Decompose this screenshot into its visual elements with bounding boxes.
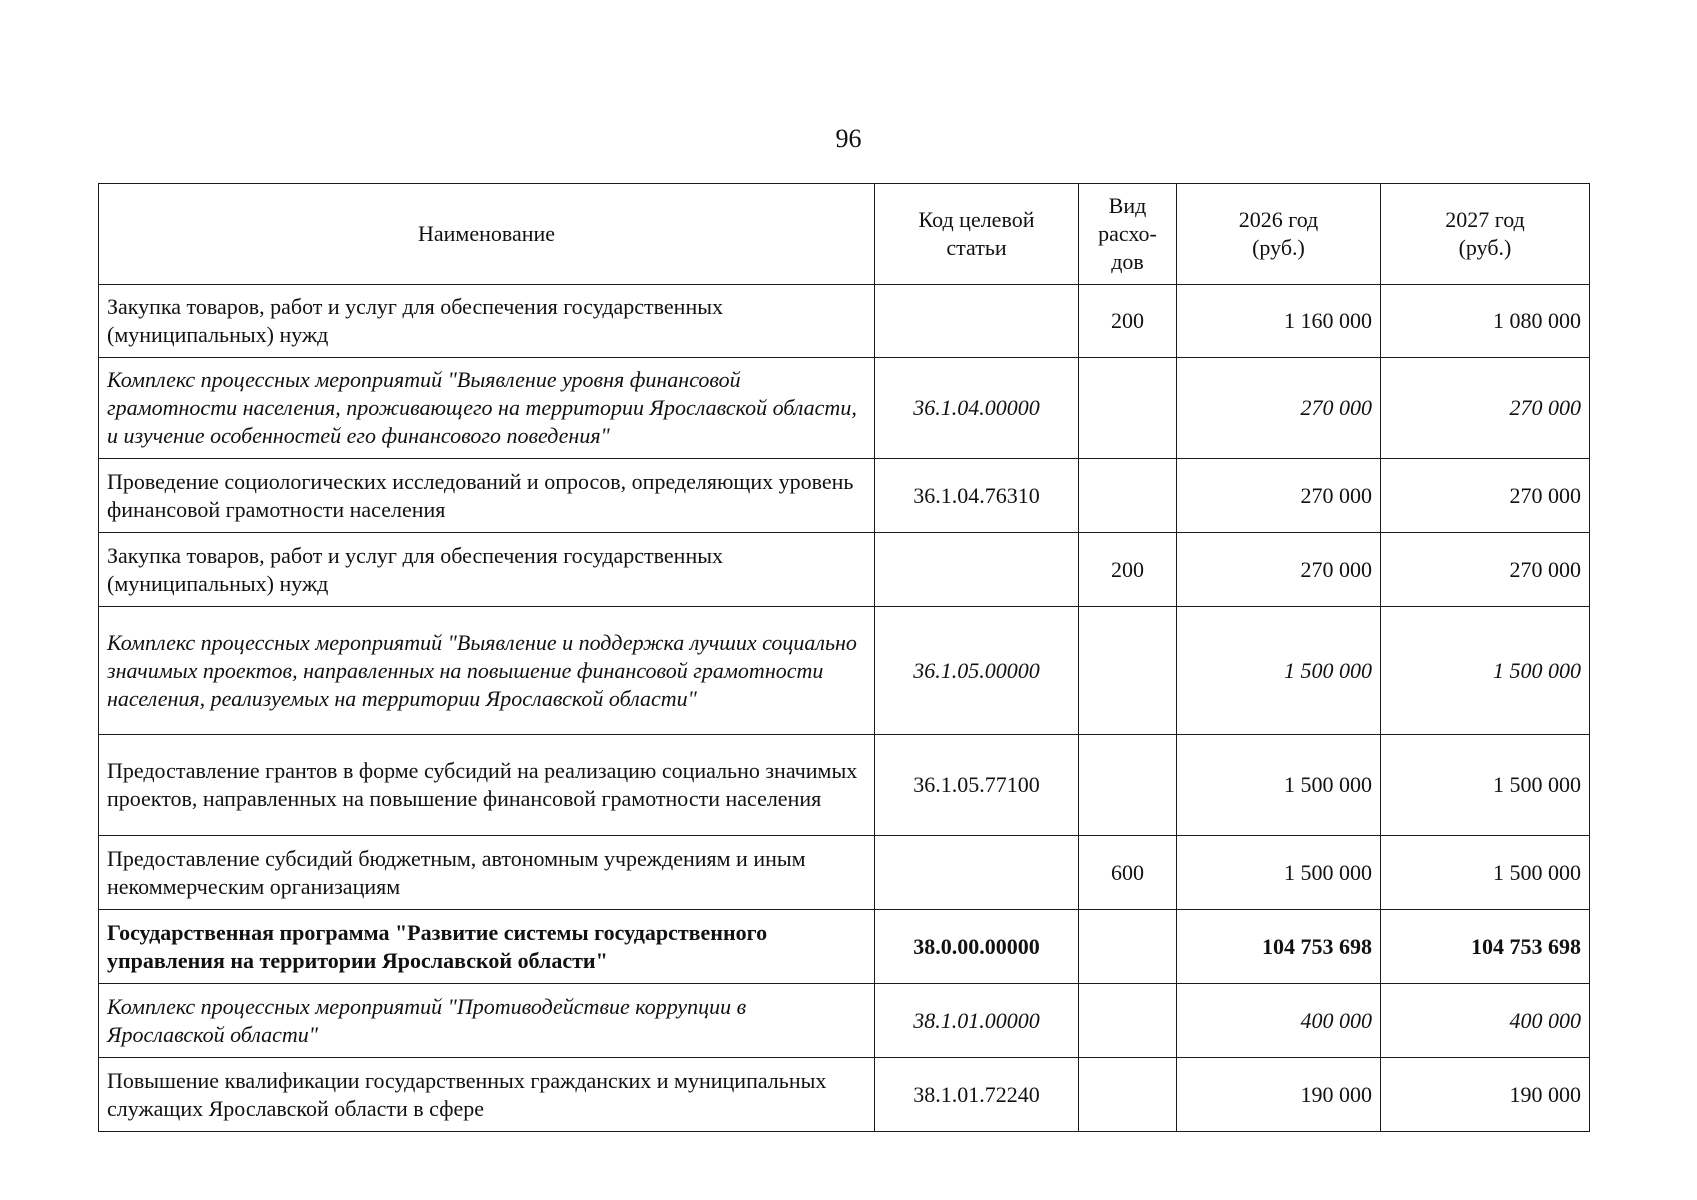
row-2027: 1 500 000 <box>1381 836 1590 910</box>
row-name: Повышение квалификации государственных гражданских и муниципальных служащих Ярославской области в сфере <box>99 1058 875 1132</box>
row-kind: 200 <box>1079 285 1177 358</box>
row-code: 36.1.05.00000 <box>875 607 1079 735</box>
row-kind <box>1079 984 1177 1058</box>
table-header-row <box>99 184 1590 285</box>
header-name: Наименование <box>99 184 875 285</box>
row-2027: 1 500 000 <box>1381 607 1590 735</box>
row-2027: 400 000 <box>1381 984 1590 1058</box>
row-kind <box>1079 607 1177 735</box>
row-name: Комплекс процессных мероприятий "Выявление уровня финансовой грамотности населения, проживающего на территории Ярославской области, и изучение особенностей его финансового поведения" <box>99 358 875 459</box>
row-2027: 190 000 <box>1381 1058 1590 1132</box>
table-row <box>99 285 1590 358</box>
row-2027: 270 000 <box>1381 358 1590 459</box>
row-2026: 400 000 <box>1177 984 1381 1058</box>
row-name: Проведение социологических исследований и опросов, определяющих уровень финансовой грамотности населения <box>99 459 875 533</box>
row-code <box>875 836 1079 910</box>
page-number: 96 <box>835 124 862 153</box>
row-code: 38.1.01.72240 <box>875 1058 1079 1132</box>
row-2026: 270 000 <box>1177 459 1381 533</box>
row-kind <box>1079 1058 1177 1132</box>
row-2026: 104 753 698 <box>1177 910 1381 984</box>
row-2027: 104 753 698 <box>1381 910 1590 984</box>
row-code: 36.1.04.76310 <box>875 459 1079 533</box>
row-kind: 200 <box>1079 533 1177 607</box>
row-code: 36.1.04.00000 <box>875 358 1079 459</box>
budget-table <box>98 183 1590 1132</box>
row-2026: 1 500 000 <box>1177 836 1381 910</box>
table-row <box>99 1058 1590 1132</box>
row-name: Предоставление грантов в форме субсидий на реализацию социально значимых проектов, направленных на повышение финансовой грамотности населения <box>99 735 875 836</box>
row-kind <box>1079 358 1177 459</box>
header-code: Код целевой статьи <box>875 184 1079 285</box>
table-row <box>99 607 1590 735</box>
table-row <box>99 735 1590 836</box>
row-name: Комплекс процессных мероприятий "Противодействие коррупции в Ярославской области" <box>99 984 875 1058</box>
row-2027: 270 000 <box>1381 533 1590 607</box>
row-2026: 1 160 000 <box>1177 285 1381 358</box>
row-2027: 1 080 000 <box>1381 285 1590 358</box>
table-row <box>99 984 1590 1058</box>
row-code: 38.0.00.00000 <box>875 910 1079 984</box>
header-2026: 2026 год (руб.) <box>1177 184 1381 285</box>
table-row <box>99 910 1590 984</box>
table-row <box>99 533 1590 607</box>
row-2026: 1 500 000 <box>1177 607 1381 735</box>
row-kind <box>1079 459 1177 533</box>
row-code <box>875 285 1079 358</box>
row-name: Закупка товаров, работ и услуг для обеспечения государственных (муниципальных) нужд <box>99 285 875 358</box>
row-2026: 190 000 <box>1177 1058 1381 1132</box>
row-code: 38.1.01.00000 <box>875 984 1079 1058</box>
row-kind: 600 <box>1079 836 1177 910</box>
row-kind <box>1079 735 1177 836</box>
table-row <box>99 836 1590 910</box>
header-2027: 2027 год (руб.) <box>1381 184 1590 285</box>
row-name: Комплекс процессных мероприятий "Выявление и поддержка лучших социально значимых проектов, направленных на повышение финансовой грамотности населения, реализуемых на территории Ярославской области" <box>99 607 875 735</box>
row-code: 36.1.05.77100 <box>875 735 1079 836</box>
row-name: Закупка товаров, работ и услуг для обеспечения государственных (муниципальных) нужд <box>99 533 875 607</box>
row-2027: 270 000 <box>1381 459 1590 533</box>
row-2027: 1 500 000 <box>1381 735 1590 836</box>
table-row <box>99 358 1590 459</box>
row-name: Предоставление субсидий бюджетным, автономным учреждениям и иным некоммерческим организациям <box>99 836 875 910</box>
header-kind: Вид расхо- дов <box>1079 184 1177 285</box>
row-name: Государственная программа "Развитие системы государственного управления на территории Ярославской области" <box>99 910 875 984</box>
row-code <box>875 533 1079 607</box>
row-2026: 270 000 <box>1177 533 1381 607</box>
row-2026: 270 000 <box>1177 358 1381 459</box>
row-2026: 1 500 000 <box>1177 735 1381 836</box>
row-kind <box>1079 910 1177 984</box>
table-row <box>99 459 1590 533</box>
